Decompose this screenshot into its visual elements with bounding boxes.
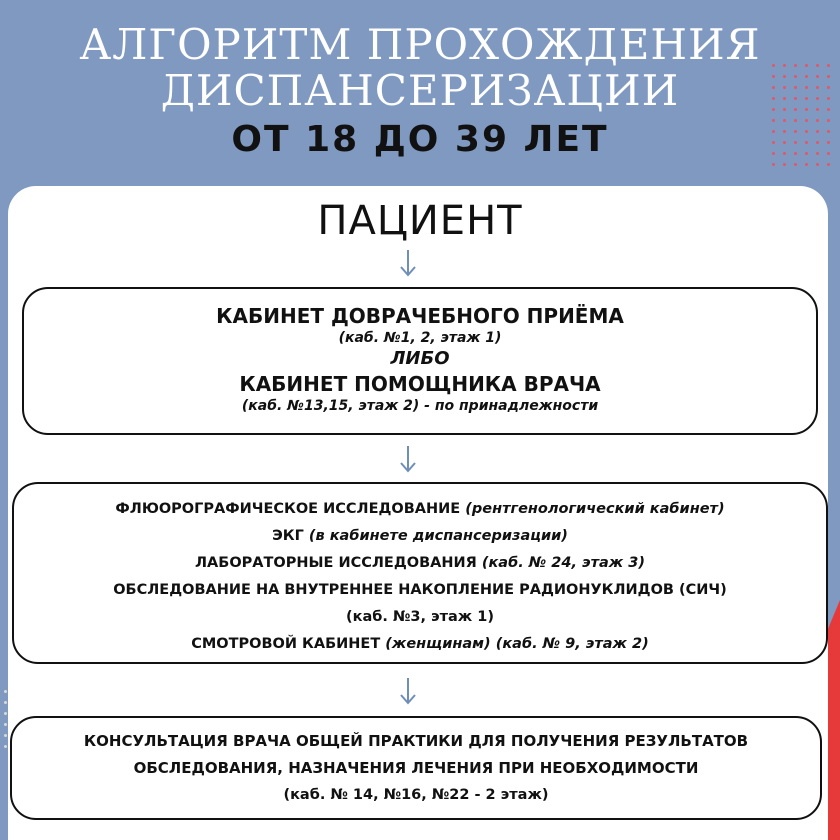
decorative-dot bbox=[4, 701, 7, 704]
lab-item bbox=[14, 550, 826, 577]
lab-label: ЛАБОРАТОРНЫЕ ИССЛЕДОВАНИЯ bbox=[195, 555, 482, 571]
decorative-dot bbox=[4, 723, 7, 726]
step-examinations-box bbox=[12, 482, 828, 664]
decorative-dot bbox=[783, 163, 786, 166]
decorative-dot bbox=[827, 163, 830, 166]
decorative-dot bbox=[794, 163, 797, 166]
decorative-dot bbox=[4, 690, 7, 693]
exam-room-audience: (женщинам) bbox=[385, 636, 491, 652]
prereception-cabinet-location: (каб. №1, 2, этаж 1) bbox=[338, 330, 502, 346]
consultation-location: (каб. № 14, №16, №22 - 2 этаж) bbox=[283, 787, 549, 803]
exam-room-location: (каб. № 9, этаж 2) bbox=[490, 636, 649, 652]
arrow-down-icon bbox=[398, 250, 418, 278]
prereception-cabinet-title: КАБИНЕТ ДОВРАЧЕБНОГО ПРИЁМА bbox=[216, 304, 624, 328]
decorative-dot bbox=[4, 745, 7, 748]
header bbox=[0, 22, 840, 162]
ecg-item bbox=[14, 523, 826, 550]
decorative-dot bbox=[816, 163, 819, 166]
fluorography-item bbox=[14, 496, 826, 523]
ecg-location: (в кабинете диспансеризации) bbox=[308, 528, 568, 544]
consultation-line2: ОБСЛЕДОВАНИЯ, НАЗНАЧЕНИЯ ЛЕЧЕНИЯ ПРИ НЕОБХОДИМОСТИ bbox=[133, 759, 699, 777]
decorative-dot bbox=[805, 163, 808, 166]
page-title-line2: ДИСПАНСЕРИЗАЦИИ bbox=[160, 66, 680, 115]
patient-label: ПАЦИЕНТ bbox=[317, 198, 523, 244]
assistant-cabinet-location: (каб. №13,15, этаж 2) - по принадлежности bbox=[241, 398, 599, 414]
fluorography-label: ФЛЮОРОГРАФИЧЕСКОЕ ИССЛЕДОВАНИЕ bbox=[115, 501, 466, 517]
exam-room-label: СМОТРОВОЙ КАБИНЕТ bbox=[191, 636, 386, 652]
arrow-down-icon bbox=[398, 446, 418, 474]
decorative-dot bbox=[4, 712, 7, 715]
radionuclide-location: (каб. №3, этаж 1) bbox=[345, 609, 494, 625]
consultation-line1: КОНСУЛЬТАЦИЯ ВРАЧА ОБЩЕЙ ПРАКТИКИ ДЛЯ ПОЛУЧЕНИЯ РЕЗУЛЬТАТОВ bbox=[83, 732, 749, 750]
page-title-line1: АЛГОРИТМ ПРОХОЖДЕНИЯ bbox=[79, 20, 761, 69]
radionuclide-item: ОБСЛЕДОВАНИЕ НА ВНУТРЕННЕЕ НАКОПЛЕНИЕ РАДИОНУКЛИДОВ (СИЧ) bbox=[113, 582, 727, 598]
page-subtitle: ОТ 18 ДО 39 ЛЕТ bbox=[231, 119, 609, 160]
arrow-down-icon bbox=[398, 678, 418, 706]
or-label: ЛИБО bbox=[390, 348, 450, 369]
fluorography-location: (рентгенологический кабинет) bbox=[465, 501, 725, 517]
step-prereception-box bbox=[22, 287, 818, 435]
decorative-dot bbox=[4, 734, 7, 737]
exam-room-item bbox=[14, 631, 826, 658]
decorative-dot bbox=[772, 163, 775, 166]
lab-location: (каб. № 24, этаж 3) bbox=[481, 555, 645, 571]
assistant-cabinet-title: КАБИНЕТ ПОМОЩНИКА ВРАЧА bbox=[239, 372, 601, 396]
step-consultation-box bbox=[10, 716, 822, 820]
ecg-label: ЭКГ bbox=[272, 528, 309, 544]
